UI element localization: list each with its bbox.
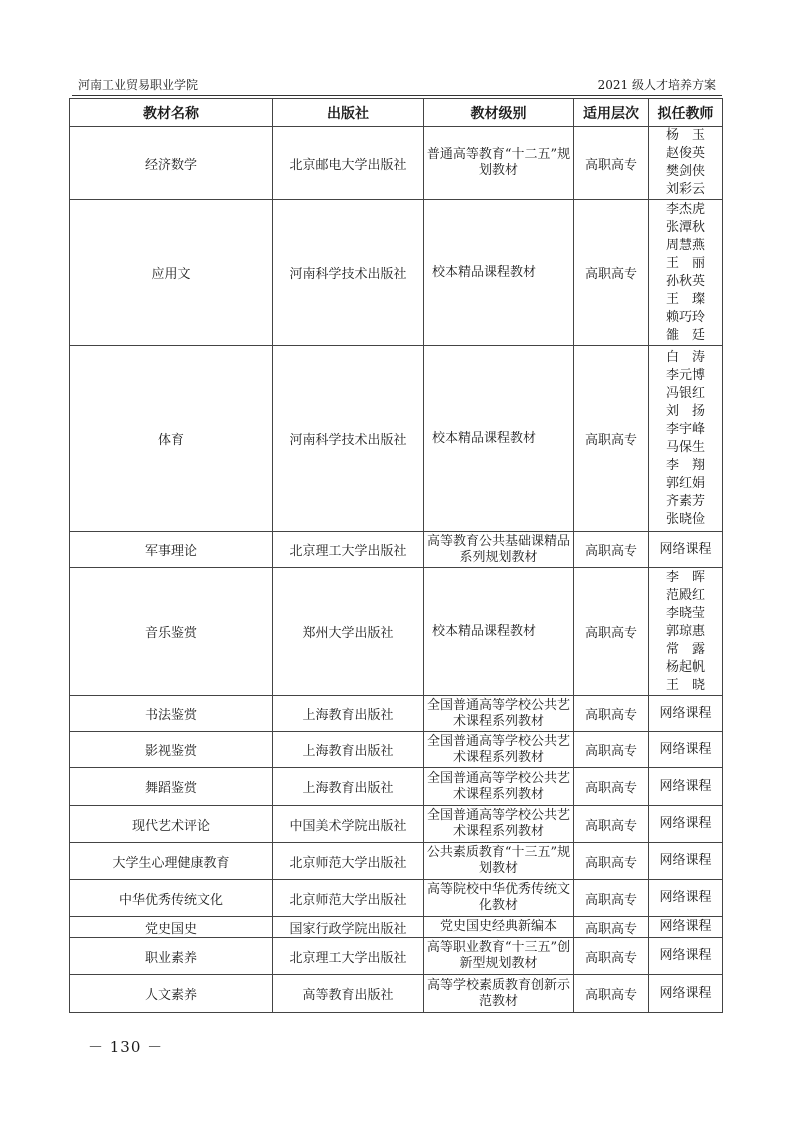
table-body (70, 127, 723, 1013)
cell-tier: 高职高专 (574, 938, 649, 975)
cell-level: 全国普通高等学校公共艺术课程系列教材 (424, 732, 574, 768)
cell-publisher: 河南科学技术出版社 (273, 346, 424, 532)
cell-level: 校本精品课程教材 (424, 568, 574, 696)
teacher-list (659, 889, 711, 907)
teacher-name: 雒 廷 (665, 327, 705, 343)
cell-level: 公共素质教育“十三五”规划教材 (424, 843, 574, 880)
teacher-name: 孙秋英 (665, 273, 705, 289)
table-row (70, 568, 723, 696)
teacher-name: 网络课程 (659, 741, 712, 757)
teacher-name: 网络课程 (659, 541, 712, 557)
teacher-name: 网络课程 (659, 919, 712, 934)
teacher-list (659, 541, 711, 559)
cell-textbook-name: 经济数学 (70, 127, 273, 200)
cell-teachers (649, 917, 723, 938)
teacher-list (659, 985, 711, 1003)
table-row (70, 346, 723, 532)
cell-publisher: 郑州大学出版社 (273, 568, 424, 696)
teacher-name: 齐素芳 (665, 493, 705, 509)
cell-publisher: 中国美术学院出版社 (273, 806, 424, 843)
teacher-name: 刘 扬 (665, 403, 705, 419)
cell-tier: 高职高专 (574, 768, 649, 806)
column-header-teachers: 拟任教师 (649, 99, 723, 127)
teacher-list (659, 918, 711, 936)
cell-teachers (649, 938, 723, 975)
teacher-name: 马保生 (665, 439, 705, 455)
school-name: 河南工业贸易职业学院 (78, 78, 199, 92)
program-title: 2021 级人才培养方案 (597, 78, 716, 92)
column-header-level: 教材级别 (424, 99, 574, 127)
teacher-name: 王 丽 (665, 255, 705, 271)
cell-textbook-name: 音乐鉴赏 (70, 568, 273, 696)
cell-textbook-name: 应用文 (70, 200, 273, 346)
teacher-name: 郭红娟 (665, 475, 705, 491)
cell-publisher: 高等教育出版社 (273, 975, 424, 1013)
cell-textbook-name: 人文素养 (70, 975, 273, 1013)
teacher-name: 赖巧玲 (665, 309, 705, 325)
cell-teachers (649, 880, 723, 917)
teacher-list (666, 569, 705, 695)
cell-teachers (649, 975, 723, 1013)
teacher-name: 王 璨 (665, 291, 705, 307)
cell-tier: 高职高专 (574, 696, 649, 732)
cell-tier: 高职高专 (574, 880, 649, 917)
teacher-name: 李 晖 (665, 569, 705, 585)
cell-tier: 高职高专 (574, 200, 649, 346)
column-header-name: 教材名称 (70, 99, 273, 127)
table-row (70, 806, 723, 843)
teacher-name: 网络课程 (659, 778, 712, 794)
table-row (70, 843, 723, 880)
header-divider (72, 95, 722, 96)
cell-publisher: 北京师范大学出版社 (273, 843, 424, 880)
teacher-list (659, 852, 711, 870)
teacher-list (666, 201, 705, 345)
teacher-name: 王 晓 (665, 677, 705, 693)
page-number: － 130 － (88, 1038, 164, 1056)
teacher-name: 周慧燕 (665, 237, 705, 253)
table-row (70, 917, 723, 938)
table-row (70, 768, 723, 806)
cell-textbook-name: 职业素养 (70, 938, 273, 975)
cell-textbook-name: 中华优秀传统文化 (70, 880, 273, 917)
table-row (70, 696, 723, 732)
cell-textbook-name: 现代艺术评论 (70, 806, 273, 843)
teacher-name: 赵俊英 (665, 146, 705, 161)
cell-teachers (649, 732, 723, 768)
column-header-tier: 适用层次 (574, 99, 649, 127)
cell-level: 高等院校中华优秀传统文化教材 (424, 880, 574, 917)
teacher-list (666, 349, 705, 529)
cell-publisher: 上海教育出版社 (273, 696, 424, 732)
cell-tier: 高职高专 (574, 806, 649, 843)
cell-teachers (649, 346, 723, 532)
table-row (70, 127, 723, 200)
teacher-name: 张潭秋 (665, 219, 705, 235)
teacher-list (659, 947, 711, 965)
cell-publisher: 国家行政学院出版社 (273, 917, 424, 938)
cell-teachers (649, 768, 723, 806)
teacher-name: 网络课程 (659, 985, 712, 1001)
cell-teachers (649, 696, 723, 732)
teacher-name: 李晓莹 (665, 605, 705, 621)
cell-publisher: 北京理工大学出版社 (273, 938, 424, 975)
page-header (72, 76, 720, 94)
teacher-name: 李宇峰 (665, 421, 705, 437)
teacher-list (659, 705, 711, 723)
cell-teachers (649, 200, 723, 346)
teacher-name: 常 露 (665, 641, 705, 657)
teacher-list (666, 127, 705, 199)
cell-tier: 高职高专 (574, 732, 649, 768)
cell-publisher: 上海教育出版社 (273, 768, 424, 806)
table-row (70, 200, 723, 346)
teacher-name: 网络课程 (659, 705, 712, 721)
cell-tier: 高职高专 (574, 568, 649, 696)
cell-teachers (649, 568, 723, 696)
cell-level: 校本精品课程教材 (424, 200, 574, 346)
teacher-list (659, 815, 711, 833)
teacher-name: 李元博 (665, 367, 705, 383)
teacher-name: 白 涛 (665, 349, 705, 365)
table-header-row (70, 99, 723, 127)
cell-tier: 高职高专 (574, 532, 649, 568)
teacher-name: 网络课程 (659, 853, 712, 868)
cell-level: 高等教育公共基础课精品系列规划教材 (424, 532, 574, 568)
teacher-name: 冯银红 (665, 385, 705, 401)
cell-textbook-name: 体育 (70, 346, 273, 532)
cell-teachers (649, 843, 723, 880)
teacher-name: 杨起帆 (665, 659, 705, 675)
textbook-table (69, 98, 723, 1013)
cell-tier: 高职高专 (574, 843, 649, 880)
cell-publisher: 北京邮电大学出版社 (273, 127, 424, 200)
teacher-name: 杨 玉 (665, 128, 705, 143)
teacher-name: 刘彩云 (665, 182, 705, 197)
cell-level: 全国普通高等学校公共艺术课程系列教材 (424, 768, 574, 806)
cell-textbook-name: 书法鉴赏 (70, 696, 273, 732)
cell-publisher: 上海教育出版社 (273, 732, 424, 768)
teacher-name: 网络课程 (659, 816, 712, 831)
cell-textbook-name: 舞蹈鉴赏 (70, 768, 273, 806)
cell-level: 普通高等教育“十二五”规划教材 (424, 127, 574, 200)
teacher-name: 网络课程 (659, 890, 712, 905)
cell-level: 党史国史经典新编本 (424, 917, 574, 938)
teacher-list (659, 778, 711, 796)
table-row (70, 880, 723, 917)
table-row (70, 532, 723, 568)
cell-tier: 高职高专 (574, 346, 649, 532)
teacher-name: 郭琼惠 (665, 623, 705, 639)
teacher-list (659, 741, 711, 759)
cell-textbook-name: 影视鉴赏 (70, 732, 273, 768)
cell-tier: 高职高专 (574, 127, 649, 200)
cell-publisher: 北京理工大学出版社 (273, 532, 424, 568)
cell-publisher: 北京师范大学出版社 (273, 880, 424, 917)
table-row (70, 938, 723, 975)
cell-publisher: 河南科学技术出版社 (273, 200, 424, 346)
cell-level: 全国普通高等学校公共艺术课程系列教材 (424, 806, 574, 843)
cell-tier: 高职高专 (574, 917, 649, 938)
cell-teachers (649, 127, 723, 200)
cell-teachers (649, 806, 723, 843)
table-row (70, 975, 723, 1013)
teacher-name: 张晓俭 (665, 511, 705, 527)
cell-teachers (649, 532, 723, 568)
teacher-name: 李 翔 (665, 457, 705, 473)
cell-level: 全国普通高等学校公共艺术课程系列教材 (424, 696, 574, 732)
table-row (70, 732, 723, 768)
teacher-name: 范殿红 (665, 587, 705, 603)
cell-level: 高等学校素质教育创新示范教材 (424, 975, 574, 1013)
teacher-name: 樊剑侠 (665, 164, 705, 179)
cell-textbook-name: 大学生心理健康教育 (70, 843, 273, 880)
cell-level: 校本精品课程教材 (424, 346, 574, 532)
column-header-publisher: 出版社 (273, 99, 424, 127)
teacher-name: 李杰虎 (665, 201, 705, 217)
cell-textbook-name: 党史国史 (70, 917, 273, 938)
teacher-name: 网络课程 (659, 948, 712, 963)
cell-level: 高等职业教育“十三五”创新型规划教材 (424, 938, 574, 975)
cell-textbook-name: 军事理论 (70, 532, 273, 568)
cell-tier: 高职高专 (574, 975, 649, 1013)
